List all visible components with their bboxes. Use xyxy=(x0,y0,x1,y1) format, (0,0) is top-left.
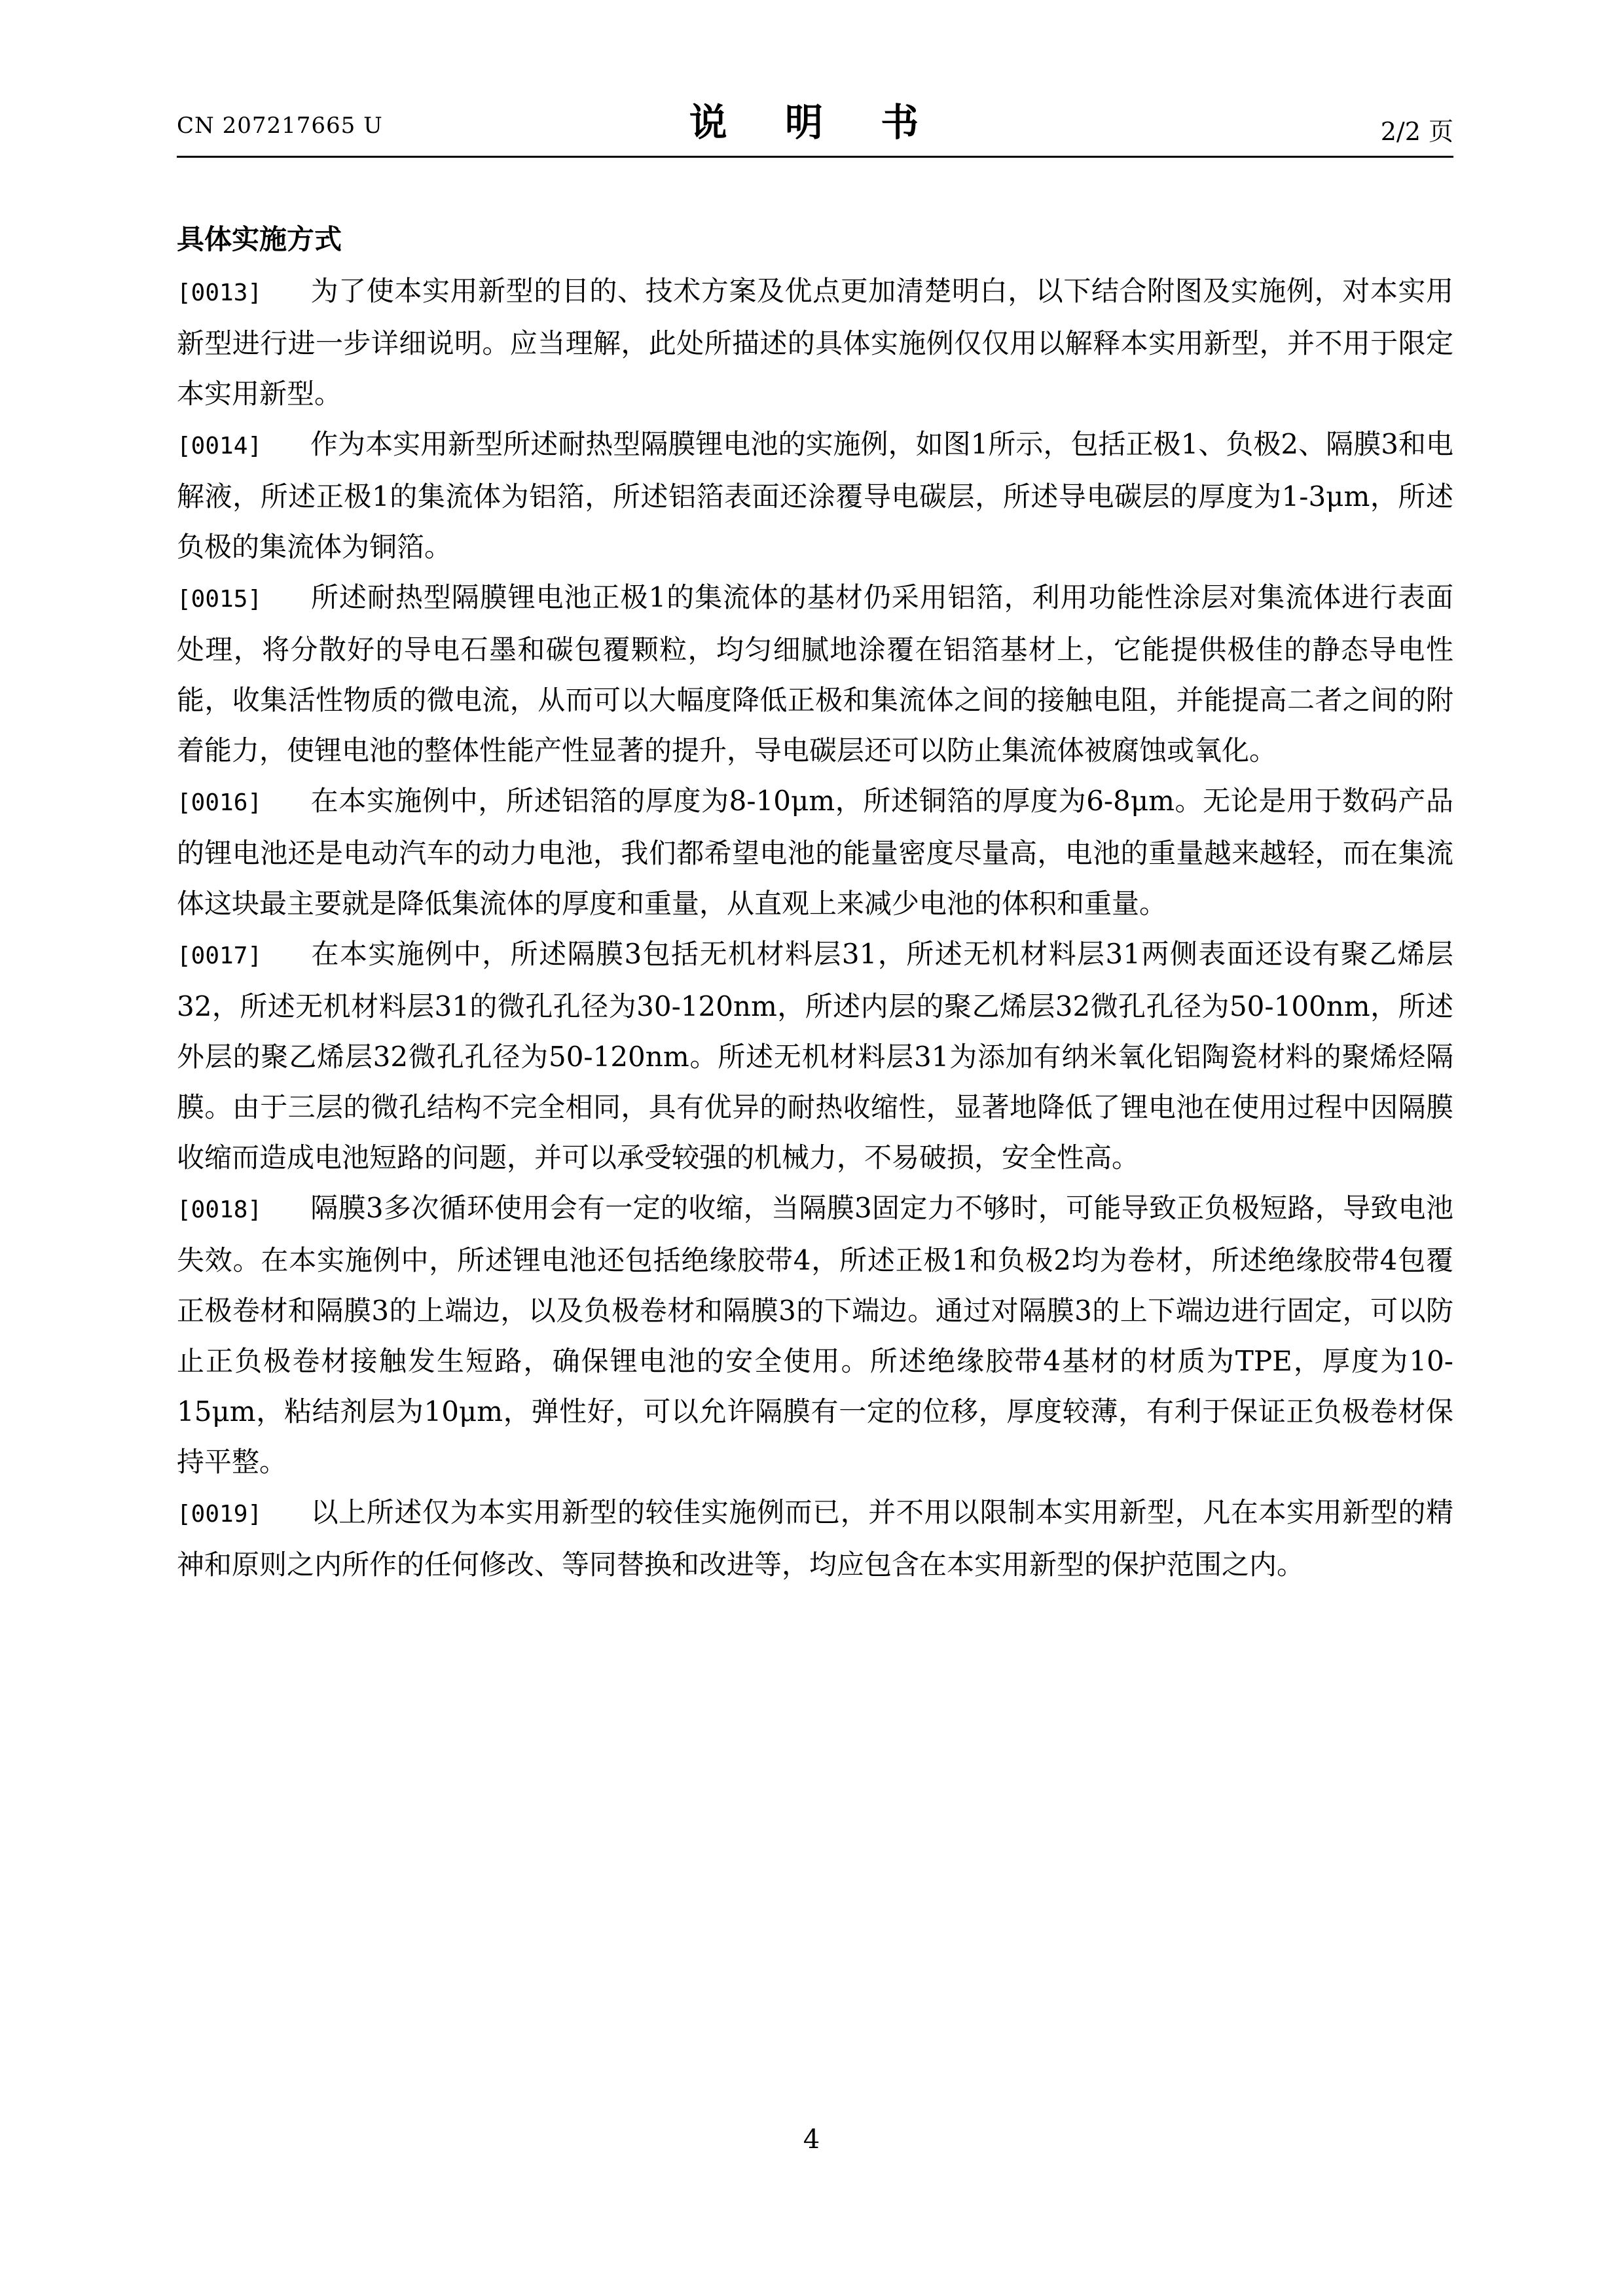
paragraph-number: [0014] xyxy=(177,433,263,459)
paragraph-number: [0015] xyxy=(177,586,263,613)
paragraph-number: [0013] xyxy=(177,279,263,306)
page-header xyxy=(177,92,1453,157)
paragraph-0018 xyxy=(177,1183,1453,1487)
paragraph-0016 xyxy=(177,776,1453,929)
paragraph-number: [0019] xyxy=(177,1501,263,1528)
patent-number: CN 207217665 U xyxy=(177,113,383,139)
paragraph-text: 隔膜3多次循环使用会有一定的收缩，当隔膜3固定力不够时，可能导致正负极短路，导致电池失效。在本实施例中，所述锂电池还包括绝缘胶带4，所述正极1和负极2均为卷材，所述绝缘胶带4包覆正极卷材和隔膜3的上端边，以及负极卷材和隔膜3的下端边。通过对隔膜3的上下端边进行固定，可以防止正负极卷材接触发生短路，确保锂电池的安全使用。所述绝缘胶带4基材的材质为TPE，厚度为10-15μm，粘结剂层为10μm，弹性好，可以允许隔膜有一定的位移，厚度较薄，有利于保证正负极卷材保持平整。 xyxy=(177,1192,1453,1478)
paragraph-text: 以上所述仅为本实用新型的较佳实施例而已，并不用以限制本实用新型，凡在本实用新型的精神和原则之内所作的任何修改、等同替换和改进等，均应包含在本实用新型的保护范围之内。 xyxy=(177,1496,1453,1581)
header-divider xyxy=(177,156,1453,158)
paragraph-text: 在本实施例中，所述隔膜3包括无机材料层31，所述无机材料层31两侧表面还设有聚乙烯层32，所述无机材料层31的微孔孔径为30-120nm，所述内层的聚乙烯层32微孔孔径为50-100nm，所述外层的聚乙烯层32微孔孔径为50-120nm。所述无机材料层31为添加有纳米氧化铝陶瓷材料的聚烯烃隔膜。由于三层的微孔结构不完全相同，具有优异的耐热收缩性，显著地降低了锂电池在使用过程中因隔膜收缩而造成电池短路的问题，并可以承受较强的机械力，不易破损，安全性高。 xyxy=(177,938,1453,1174)
paragraph-text: 在本实施例中，所述铝箔的厚度为8-10μm，所述铜箔的厚度为6-8μm。无论是用于数码产品的锂电池还是电动汽车的动力电池，我们都希望电池的能量密度尽量高，电池的重量越来越轻，而在集流体这块最主要就是降低集流体的厚度和重量，从直观上来减少电池的体积和重量。 xyxy=(177,785,1453,920)
page-number: 4 xyxy=(803,2125,820,2155)
paragraph-number: [0016] xyxy=(177,789,263,816)
paragraph-0019 xyxy=(177,1487,1453,1590)
paragraph-0015 xyxy=(177,572,1453,776)
paragraph-number: [0017] xyxy=(177,942,263,969)
paragraph-text: 为了使本实用新型的目的、技术方案及优点更加清楚明白，以下结合附图及实施例，对本实用新型进行进一步详细说明。应当理解，此处所描述的具体实施例仅仅用以解释本实用新型，并不用于限定本实用新型。 xyxy=(177,275,1453,410)
document-title: 说 明 书 xyxy=(689,100,941,145)
paragraph-0014 xyxy=(177,419,1453,572)
paragraph-text: 所述耐热型隔膜锂电池正极1的集流体的基材仍采用铝箔，利用功能性涂层对集流体进行表面处理，将分散好的导电石墨和碳包覆颗粒，均匀细腻地涂覆在铝箔基材上，它能提供极佳的静态导电性能，收集活性物质的微电流，从而可以大幅度降低正极和集流体之间的接触电阻，并能提高二者之间的附着能力，使锂电池的整体性能产性显著的提升，导电碳层还可以防止集流体被腐蚀或氧化。 xyxy=(177,581,1453,766)
paragraph-0013 xyxy=(177,266,1453,419)
section-heading: 具体实施方式 xyxy=(177,223,342,255)
page-indicator: 2/2 页 xyxy=(1380,117,1453,146)
document-body xyxy=(177,213,1453,1590)
paragraph-number: [0018] xyxy=(177,1196,263,1223)
paragraph-text: 作为本实用新型所述耐热型隔膜锂电池的实施例，如图1所示，包括正极1、负极2、隔膜3和电解液，所述正极1的集流体为铝箔，所述铝箔表面还涂覆导电碳层，所述导电碳层的厚度为1-3μm，所述负极的集流体为铜箔。 xyxy=(177,428,1453,563)
paragraph-0017 xyxy=(177,929,1453,1183)
